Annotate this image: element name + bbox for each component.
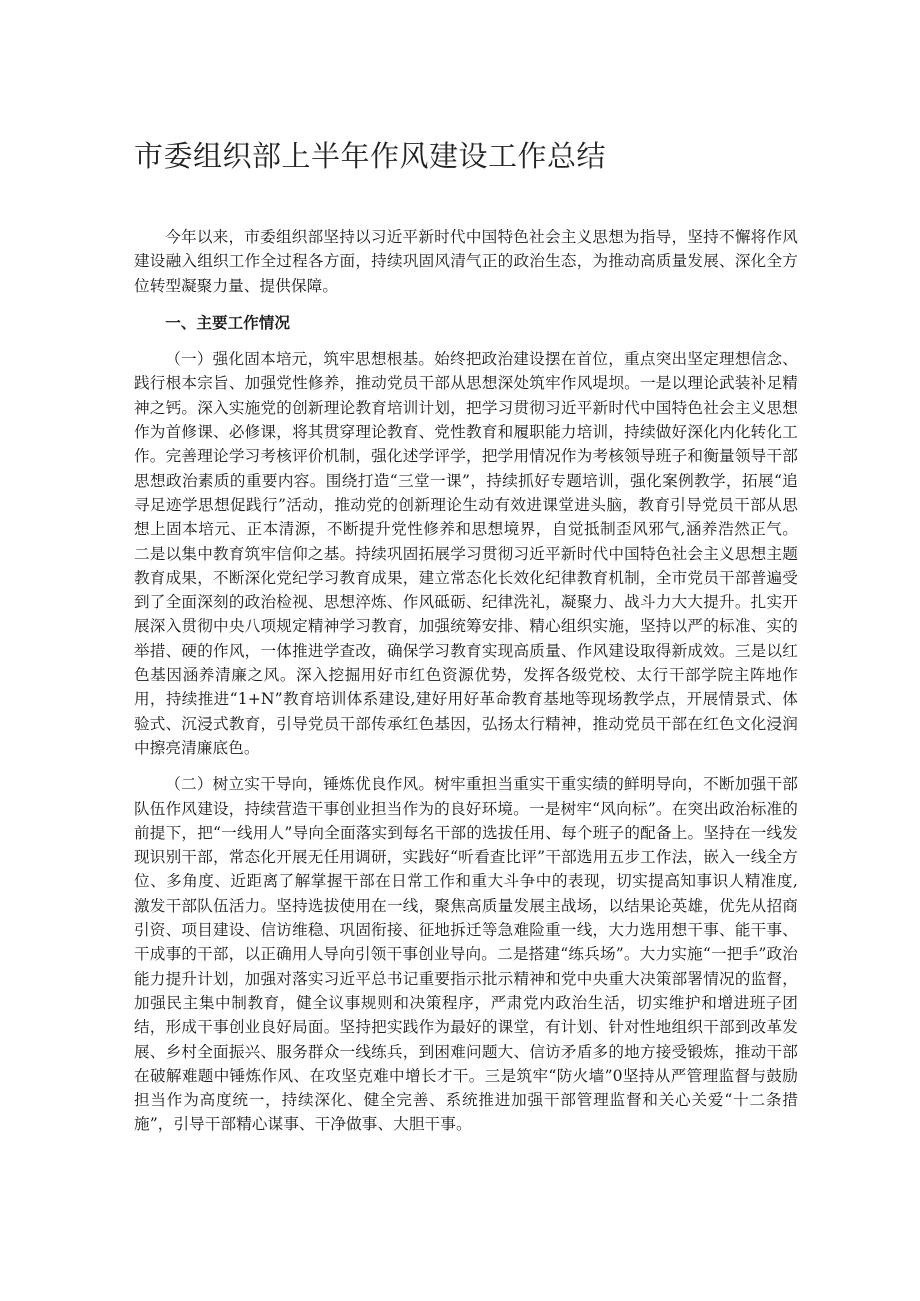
section-heading-main-work: 一、主要工作情况 xyxy=(165,313,290,332)
paragraph-practical-orientation: （二）树立实干导向，锤炼优良作风。树牢重担当重实干重实绩的鲜明导向，不断加强干部队伍作风建设，持续营造干事创业担当作为的良好环境。一是树牢“风向标”。在突出政治标准的前提下，把“一线用人”导向全面落实到每名干部的选拔任用、每个班子的配备上。坚持在一线发现识别干部，常态化开展无任用调研，实践好“听看查比评”干部选用五步工作法，嵌入一线全方位、多角度、近距离了解掌握干部在日常工作和重大斗争中的表现，切实提高知事识人精准度,激发干部队伍活力。坚持选拔使用在一线，聚焦高质量发展主战场，以结果论英雄，优先从招商引资、项目建设、信访维稳、巩固衔接、征地拆迁等急难险重一线，大力选用想干事、能干事、干成事的干部，以正确用人导向引领干事创业导向。二是搭建“练兵场”。大力实施“一把手”政治能力提升计划，加强对落实习近平总书记重要指示批示精神和党中央重大决策部署情况的监督，加强民主集中制教育，健全议事规则和决策程序，严肃党内政治生活，切实维护和增进班子团结，形成干事创业良好局面。坚持把实践作为最好的课堂，有计划、针对性地组织干部到改革发展、乡村全面振兴、服务群众一线练兵，到困难问题大、信访矛盾多的地方接受锻炼，推动干部在破解难题中锤炼作风、在攻坚克难中增长才干。三是筑牢“防火墙”0坚持从严管理监督与鼓励担当作为高度统一，持续深化、健全完善、系统推进加强干部管理监督和关心关爱“十二条措施”，引导干部精心谋事、干净做事、大胆干事。 xyxy=(134,775,798,1134)
paragraph-ideological-foundation: （一）强化固本培元，筑牢思想根基。始终把政治建设摆在首位，重点突出坚定理想信念、践行根本宗旨、加强党性修养，推动党员干部从思想深处筑牢作风堤坝。一是以理论武装补足精神之钙。深入实施党的创新理论教育培训计划，把学习贯彻习近平新时代中国特色社会主义思想作为首修课、必修课，将其贯穿理论教育、党性教育和履职能力培训，持续做好深化内化转化工作。完善理论学习考核评价机制，强化述学评学，把学用情况作为考核领导班子和衡量领导干部思想政治素质的重要内容。围绕打造“三堂一课”，持续抓好专题培训，强化案例教学，拓展“追寻足迹学思想促践行”活动，推动党的创新理论生动有效进课堂进头脑，教育引导党员干部从思想上固本培元、正本清源，不断提升党性修养和思想境界，自觉抵制歪风邪气,涵养浩然正气。二是以集中教育筑牢信仰之基。持续巩固拓展学习贯彻习近平新时代中国特色社会主义思想主题教育成果，不断深化党纪学习教育成果，建立常态化长效化纪律教育机制，全市党员干部普遍受到了全面深刻的政治检视、思想淬炼、作风砥砺、纪律洗礼，凝聚力、战斗力大大提升。扎实开展深入贯彻中央八项规定精神学习教育，加强统筹安排、精心组织实施，坚持以严的标准、实的举措、硬的作风，一体推进学查改，确保学习教育实现高质量、作风建设取得新成效。三是以红色基因涵养清廉之风。深入挖掘用好市红色资源优势，发挥各级党校、太行干部学院主阵地作用，持续推进“1+N”教育培训体系建设,建好用好革命教育基地等现场教学点，开展情景式、体验式、沉浸式教育，引导党员干部传承红色基因，弘扬太行精神，推动党员干部在红色文化浸润中擦亮清廉底色。 xyxy=(134,350,798,757)
document-title: 市委组织部上半年作风建设工作总结 xyxy=(134,139,607,173)
intro-paragraph: 今年以来，市委组织部坚持以习近平新时代中国特色社会主义思想为指导，坚持不懈将作风建设融入组织工作全过程各方面，持续巩固风清气正的政治生态，为推动高质量发展、深化全方位转型凝聚力量、提供保障。 xyxy=(134,228,798,295)
document-body xyxy=(134,225,798,1150)
